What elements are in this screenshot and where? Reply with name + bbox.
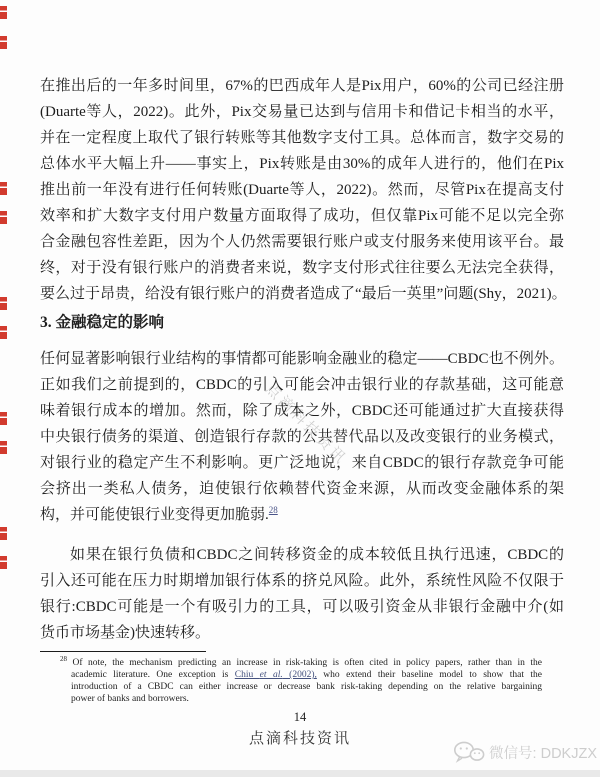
body-line: [40, 502, 564, 528]
citation-year: (2002),: [282, 670, 317, 680]
footnote-marker: 28: [60, 654, 67, 663]
red-edge-artifact: [0, 556, 7, 569]
body-line: 对银行业的稳定产生不利影响。更广泛地说，来自CBDC的银行存款竞争可能: [40, 455, 564, 471]
paragraph-pix-adoption: [40, 73, 567, 307]
body-line: 如果在银行负债和CBDC之间转移资金的成本较低且执行迅速，CBDC的: [70, 547, 564, 563]
red-edge-artifact: [0, 211, 7, 224]
red-edge-artifact: [0, 297, 7, 310]
body-line: 任何显著影响银行业结构的事情都可能影响金融业的稳定——CBDC也不例外。: [40, 351, 564, 367]
citation-link[interactable]: [235, 670, 317, 680]
body-line: 中央银行债务的渠道、创造银行存款的公共替代品以及改变银行的业务模式，: [40, 429, 564, 445]
footer-brand-watermark: 点滴科技资讯: [248, 731, 351, 747]
body-line: 会挤出一类私人债务，迫使银行依赖替代资金来源，从而改变金融体系的架: [40, 481, 564, 497]
red-edge-artifact: [0, 441, 7, 454]
page-number: 14: [293, 710, 307, 724]
red-edge-artifact: [0, 326, 7, 339]
body-line: (Duarte等人，2022)。此外，Pix交易量已达到与信用卡和借记卡相当的水平，: [40, 104, 564, 120]
citation-etal: et al.: [259, 670, 283, 680]
footnote-line: introduction of a CBDC can either increase or decrease bank risk-taking depending on the relative bargaining: [71, 682, 542, 692]
body-line-text: 构，并可能使银行业变得更加脆弱.: [40, 507, 269, 523]
body-line: 味着银行成本的增加。然而，除了成本之外，CBDC还可能通过扩大直接获得: [40, 403, 564, 419]
red-edge-artifact: [0, 36, 7, 49]
footnote-ref-link[interactable]: 28: [268, 505, 278, 515]
red-edge-artifact: [0, 412, 7, 425]
footnote-line: power of banks and borrowers.: [71, 694, 189, 704]
red-edge-artifact: [0, 182, 7, 195]
paragraph-financial-stability: [40, 346, 564, 528]
footnote-text: academic literature. One exception is: [71, 670, 235, 680]
body-line: 正如我们之前提到的，CBDC的引入可能会冲击银行业的存款基础，这可能意: [40, 377, 564, 393]
red-edge-artifact: [0, 527, 7, 540]
body-line: 推出前一年没有进行任何转账(Duarte等人，2022)。然而，尽管Pix在提高支付: [40, 182, 564, 198]
citation-author: Chiu: [234, 670, 260, 680]
diagonal-watermark: 点滴科技资讯: [261, 380, 350, 469]
footnote-line: [60, 654, 542, 669]
red-edge-artifact: [0, 6, 7, 19]
footnote-text: Of note, the mechanism predicting an increase in risk-taking is often cited in policy papers, rather than in the: [72, 658, 542, 668]
wechat-watermark: [453, 741, 597, 763]
body-line: 货币市场基金)快速转移。: [40, 625, 210, 641]
body-line: 要么过于昂贵，给没有银行账户的消费者造成了“最后一英里”问题(Shy，2021)。: [40, 286, 567, 302]
body-line: 合金融包容性差距，因为个人仍然需要银行账户或支付服务来使用该平台。最: [40, 234, 564, 250]
wechat-id-label: 微信号: DDKJZX: [489, 745, 597, 762]
body-line: 总体水平大幅上升——事实上，Pix转账是由30%的成年人进行的，他们在Pix: [40, 156, 564, 172]
footnote-line: [71, 669, 542, 681]
body-line: 银行:CBDC可能是一个有吸引力的工具，可以吸引资金从非银行金融中介(如: [40, 599, 564, 615]
footnote-separator: [40, 651, 206, 652]
body-line: 并在一定程度上取代了银行转账等其他数字支付工具。总体而言，数字交易的: [40, 130, 564, 146]
footnote-text: who extend their baseline model to show that the: [316, 670, 542, 680]
body-line: 在推出后的一年多时间里，67%的巴西成年人是Pix用户，60%的公司已经注册: [40, 78, 564, 94]
wechat-icon: [453, 741, 485, 763]
body-line: 引入还可能在压力时期增加银行体系的挤兑风险。此外，系统性风险不仅限于: [40, 573, 564, 589]
body-line: 效率和扩大数字支付用户数量方面取得了成功，但仅靠Pix可能不足以完全弥: [40, 208, 564, 224]
body-line: 终，对于没有银行账户的消费者来说，数字支付形式往往要么无法完全获得，: [40, 260, 564, 276]
paragraph-run-risk: [40, 542, 564, 646]
section-heading: 3. 金融稳定的影响: [40, 314, 165, 331]
